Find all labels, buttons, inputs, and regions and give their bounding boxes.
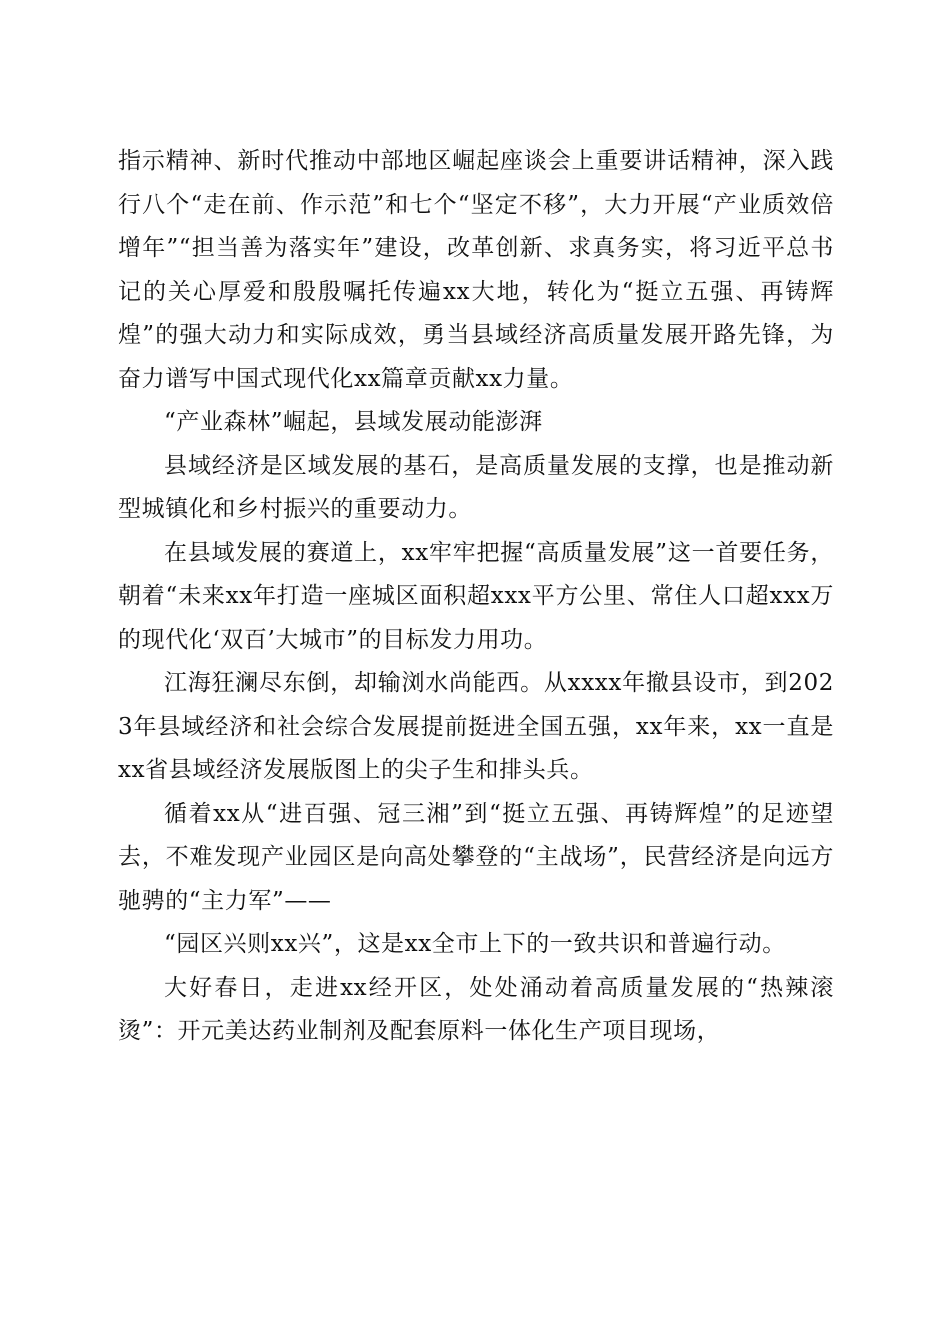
paragraph-4: 江海狂澜尽东倒，却输浏水尚能西。从xxxx年撤县设市，到2023年县域经济和社会综合发展提前挺进全国五强，xx年来，xx一直是xx省县域经济发展版图上的尖子生和排头兵。 (118, 670, 834, 783)
paragraph-2: 县域经济是区域发展的基石，是高质量发展的支撑，也是推动新型城镇化和乡村振兴的重要动力。 (118, 452, 834, 522)
paragraph-7: 大好春日，走进xx经开区，处处涌动着高质量发展的“热辣滚烫”：开元美达药业制剂及配套原料一体化生产项目现场， (118, 974, 834, 1044)
paragraph-1: 指示精神、新时代推动中部地区崛起座谈会上重要讲话精神，深入践行八个“走在前、作示范”和七个“坚定不移”，大力开展“产业质效倍增年”“担当善为落实年”建设，改革创新、求真务实，将习近平总书记的关心厚爱和殷殷嘱托传遍xx大地，转化为“挺立五强、再铸辉煌”的强大动力和实际成效，勇当县域经济高质量发展开路先锋，为奋力谱写中国式现代化xx篇章贡献xx力量。 (118, 148, 834, 392)
paragraph-3: 在县域发展的赛道上，xx牢牢把握“高质量发展”这一首要任务，朝着“未来xx年打造一座城区面积超xxx平方公里、常住人口超xxx万的现代化‘双百’大城市”的目标发力用功。 (118, 539, 834, 653)
paragraph-5: 循着xx从“进百强、冠三湘”到“挺立五强、再铸辉煌”的足迹望去，不难发现产业园区是向高处攀登的“主战场”，民营经济是向远方驰骋的“主力军”—— (118, 800, 834, 914)
paragraph-6: “园区兴则xx兴”，这是xx全市上下的一致共识和普遍行动。 (164, 931, 786, 957)
document-body (118, 140, 834, 1054)
section-heading: “产业森林”崛起，县域发展动能澎湃 (164, 409, 543, 435)
